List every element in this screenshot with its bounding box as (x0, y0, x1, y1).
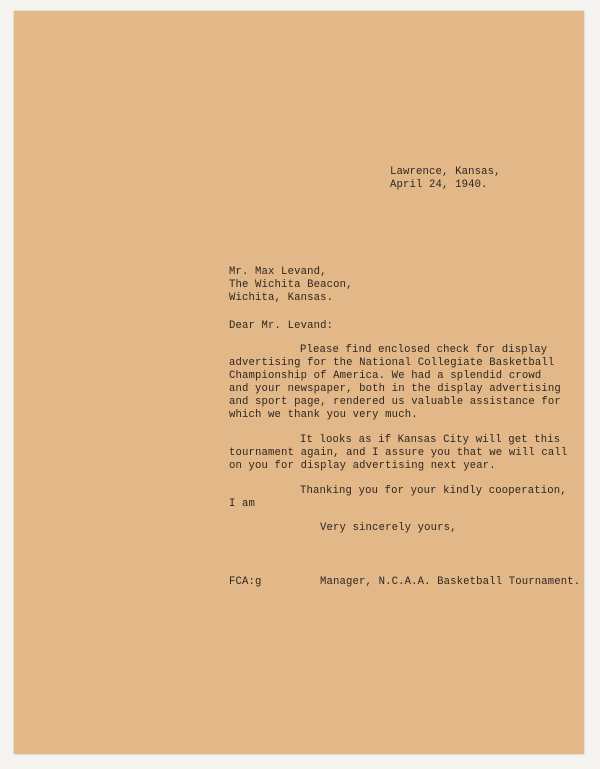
recipient-org: The Wichita Beacon, (229, 279, 353, 291)
recipient-city: Wichita, Kansas. (229, 292, 334, 304)
salutation: Dear Mr. Levand: (229, 320, 334, 332)
signature-title: Manager, N.C.A.A. Basketball Tournament. (320, 576, 581, 588)
paragraph-1-line: and sport page, rendered us valuable assistance for (229, 396, 561, 408)
recipient-name: Mr. Max Levand, (229, 266, 327, 278)
paragraph-1-line: which we thank you very much. (229, 409, 418, 421)
dateline-date: April 24, 1940. (390, 179, 488, 191)
closing: Very sincerely yours, (320, 522, 457, 534)
paragraph-1-line: and your newspaper, both in the display advertising (229, 383, 561, 395)
paragraph-2-line: tournament again, and I assure you that we will call (229, 447, 568, 459)
i-am-line: I am (229, 498, 256, 510)
paragraph-1-line: advertising for the National Collegiate Basketball (229, 357, 555, 369)
thanks-line: Thanking you for your kindly cooperation, (300, 485, 567, 497)
paragraph-2-line: It looks as if Kansas City will get this (300, 434, 561, 446)
paragraph-2-line: on you for display advertising next year. (229, 460, 496, 472)
paragraph-1-line: Please find enclosed check for display (300, 344, 548, 356)
letter-page (14, 11, 584, 754)
dateline-place: Lawrence, Kansas, (390, 166, 501, 178)
typist-initials: FCA:g (229, 576, 262, 588)
paragraph-1-line: Championship of America. We had a splendid crowd (229, 370, 542, 382)
